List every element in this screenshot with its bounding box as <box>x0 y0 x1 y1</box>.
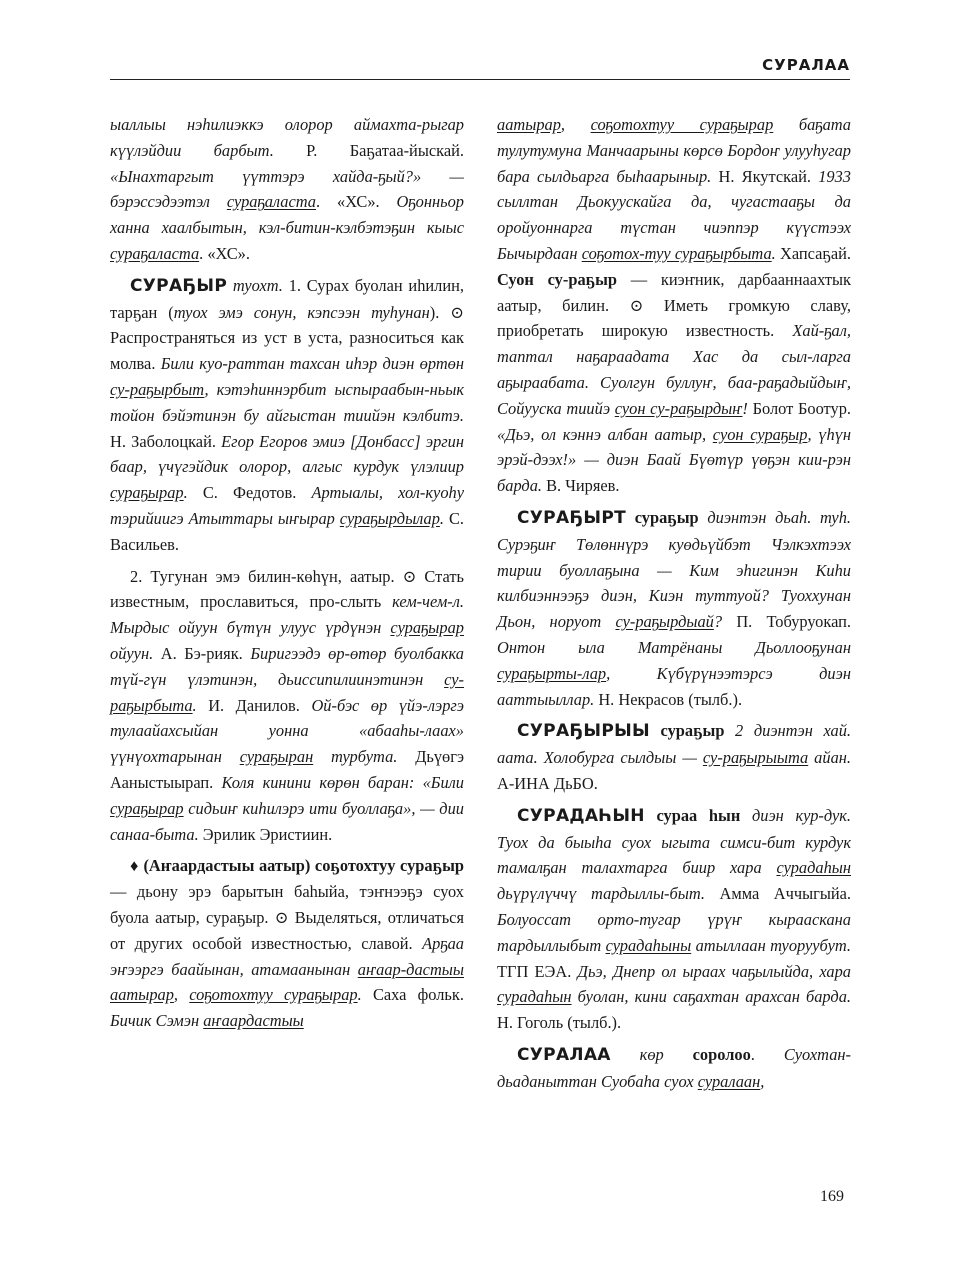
entry-continuation: ыаллыы нэһилиэккэ олорор аймахта-рыгар күүлэйдии барбыт. Р. Баҕатаа-йыскай. «Ынахтаргыт үүттэрэ хайда-ҕый?» — бэрэссэдээтэл сураҕаласта. «ХС». Оҕонньор ханна хаалбытын, кэл-битин-кэлбэтэҕин кыыс сураҕаласта. «ХС». <box>110 115 464 263</box>
header-rule <box>110 79 850 80</box>
entry-suraghyr: СУРАҔЫР туохт. 1. Сурах буолан иһилин, тарҕан (туох эмэ сонун, кэпсээн туһунан). ⊙ Распространяться из уст в уста, разноситься как молва. Били куо-раттан тахсан иһэр диэн өртөн су-раҕырбыт, кэтэһиннэрбит ыспыраабын-ньык тойон бэйэтинэн бу айгыстан тиийэн кэлбитэ. Н. Заболоцкай. Егор Егоров эмиэ [Донбасс] эргин баар, үчүгэйдик олорор, алгыс курдук үлэлиир сураҕырар. С. Федотов. Артыалы, хол-куоһу тэрийиигэ Атыттары ыҥырар сураҕырдылар. С. Васильев. <box>110 275 464 554</box>
headword: СУРАДАҺЫН <box>517 805 645 826</box>
headword: СУРАҔЫРЫЫ <box>517 721 650 742</box>
right-column <box>497 112 851 1100</box>
entry-suradahyn: СУРАДАҺЫН сураа һын диэн кур-дук. Туох да быыһа суох ыгыта симси-бит курдук тамалҕан талахтарга биир хара сурадаһын дьүрүлүччү тардыллы-быт. Амма Аччыгыйа. Болуоссат орто-тугар үрүҥ кырааскана тардыллыбыт сурадаһыны атыллаан туоруубут. ТГП ЕЭА. Дьэ, Днепр ол ыраах чаҕылыйда, хара сурадаһын буолан, кини саҕахтан арахсан барда. Н. Гоголь (тылб.). <box>497 805 852 1033</box>
running-header <box>110 56 850 78</box>
headword: СУРАҔЫРТ <box>517 507 627 528</box>
entry-continuation-right: аатырар, соҕотохтуу сураҕырар баҕата тулутумуна Манчаарыны көрсө Бордоҥ улууһугар бара сылдьарга быһаарыныр. Н. Якутскай. 1933 сыллтан Дьокуускайга да, чугастааҕы да оройуоннарга түстан чиэппэр күүстээх Бычырдаан соҕотох-туу сураҕырбыта. Хапсаҕай. Суон су-раҕыр — киэҥник, дарбааннаахтык аатыр, билин. ⊙ Иметь громкую славу, приобретать широкую известность. Хай-ҕал, таптал наҕараадата Хас да сыл-ларга аҕыраабата. Суолгун буллуҥ, баа-раҕадыйдыҥ, Сойууска тиийэ суон су-раҕырдыҥ! Болот Боотур. «Дьэ, ол кэннэ албан аатыр, суон сураҕыр, үһүн эрэй-дээх!» — диэн Баай Бүөтүр үөҕэн кии-рэн барда. В. Чиряев. <box>497 115 851 496</box>
page-number: 169 <box>820 1188 844 1205</box>
entry-suraghyryy: СУРАҔЫРЫЫ сураҕыр 2 диэнтэн хай. аата. Холобурга сылдыы — су-раҕырыыта айан. А-ИНА ДьБО. <box>497 721 851 793</box>
entry-suralaa: СУРАЛАА көр соролоо. Суохтан-дьаданыттан Суобаһа суох суралаан, <box>497 1044 851 1091</box>
headword: СУРАЛАА <box>517 1044 611 1065</box>
sense-2: 2. Тугунан эмэ билин-көһүн, аатыр. ⊙ Стать известным, прославиться, про-слыть кем-чем-л. Мырдыс ойуун бүтүн улуус үрдүнэн сураҕырар ойуун. А. Бэ-рияк. Биригээдэ өр-өтөр буолбакка түй-гүн үлэтинэн, дьиссипилиинэтинэн су-раҕырбыта. И. Данилов. Ой-бэс өр үйэ-лэргэ тулаайахсыйан уонна «абааһы-лаах» үүнүохтарынан сураҕыран турбута. Дьүөгэ Ааныстыырап. Коля кинини көрөн баран: «Били сураҕырар сидьиҥ киһилэрэ ити буоллаҕа», — дии санаа-быта. Эрилик Эристиин. <box>110 566 465 844</box>
left-column <box>110 112 464 1040</box>
header-word: СУРАЛАА <box>762 56 850 74</box>
headword: СУРАҔЫР <box>130 275 228 296</box>
entry-suraghyrt: СУРАҔЫРТ сураҕыр диэнтэн дьаһ. туһ. Сурэҕиҥ Төлөннүрэ куөдьүйбэт Чэлкэхтээх тирии буоллаҕына — Ким эһигинэн Киһи килбиэннээҕэ диэн, Киэн туттуой? Туоххунан Дьон, норуот су-раҕырдыай? П. Тобуруокап. Онтон ыла Матрёнаны Дьоллооҕунан сураҕырты-лар, Күбүрүнээтэрсэ диэн ааттыыллар. Н. Некрасов (тылб.). <box>497 507 852 709</box>
phrase-entry: ♦ (Аҥаардастыы аатыр) соҕотохтуу сураҕыр — дьону эрэ барытын баһыйа, тэҥнээҕэ суох буола аатыр, сураҕыр. ⊙ Выделяться, отличаться от других особой известностью, славой. Арҕаа эҥээргэ баайынан, атамаанынан аҥаар-дастыы аатырар, соҕотохтуу сураҕырар. Саха фольк. Бичик Сэмэн аҥаардастыы <box>110 856 464 1031</box>
